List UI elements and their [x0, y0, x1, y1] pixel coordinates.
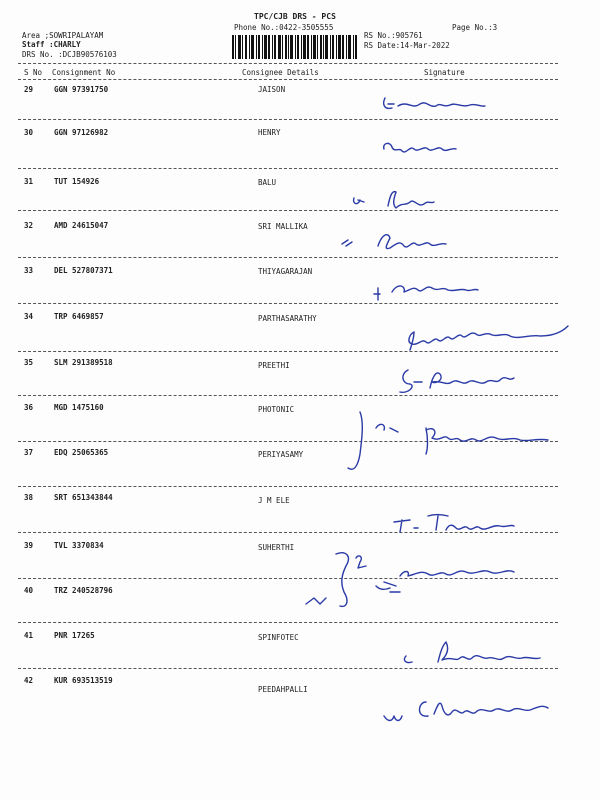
row-consignee: SRI MALLIKA: [258, 222, 308, 231]
row-divider: [18, 168, 558, 169]
row-consignee: PARTHASARATHY: [258, 314, 317, 323]
document-title: TPC/CJB DRS - PCS: [254, 12, 336, 21]
rs-date: RS Date:14-Mar-2022: [364, 41, 450, 50]
row-consignment: TVL 3370834: [54, 541, 104, 550]
staff-label: Staff :CHARLY: [22, 40, 81, 49]
row-sno: 30: [24, 128, 34, 137]
signature-icon: [398, 636, 558, 672]
row-consignment: SLM 291389518: [54, 358, 113, 367]
barcode-image: [232, 35, 357, 59]
row-sno: 29: [24, 85, 34, 94]
row-consignment: AMD 24615047: [54, 221, 109, 230]
column-consignee: Consignee Details: [242, 68, 319, 77]
signature-icon: [348, 186, 438, 216]
column-sno: S No: [24, 68, 43, 77]
rs-number: RS No.:905761: [364, 31, 423, 40]
header-divider-top: [18, 63, 558, 64]
row-divider: [18, 257, 558, 258]
row-sno: 33: [24, 266, 34, 275]
signature-icon: [378, 690, 558, 730]
row-consignment: KUR 693513519: [54, 676, 113, 685]
signature-icon: [396, 364, 526, 396]
row-sno: 42: [24, 676, 34, 685]
row-sno: 35: [24, 358, 34, 367]
row-consignment: EDQ 25065365: [54, 448, 109, 457]
row-consignee: JAISON: [258, 85, 286, 94]
area-label: Area ;SOWRIPALAYAM: [22, 31, 104, 40]
row-consignee: J M ELE: [258, 496, 290, 505]
row-sno: 31: [24, 177, 34, 186]
row-consignment: MGD 1475160: [54, 403, 104, 412]
row-sno: 40: [24, 586, 34, 595]
row-sno: 39: [24, 541, 34, 550]
row-consignee: SPINFOTEC: [258, 633, 299, 642]
signature-icon: [370, 276, 490, 304]
column-consignment: Consignment No: [52, 68, 116, 77]
row-consignment: SRT 651343844: [54, 493, 113, 502]
row-sno: 38: [24, 493, 34, 502]
row-consignment: GGN 97126982: [54, 128, 109, 137]
row-consignment: PNR 17265: [54, 631, 95, 640]
row-sno: 32: [24, 221, 34, 230]
row-divider: [18, 210, 558, 211]
row-sno: 37: [24, 448, 34, 457]
row-consignee: PEEDAHPALLI: [258, 685, 308, 694]
signature-icon: [340, 408, 560, 478]
row-divider: [18, 486, 558, 487]
signature-icon: [400, 314, 572, 358]
column-signature: Signature: [424, 68, 465, 77]
row-consignee: THIYAGARAJAN: [258, 267, 313, 276]
signature-icon: [338, 226, 458, 258]
signature-icon: [300, 546, 560, 612]
signature-icon: [380, 135, 460, 160]
row-consignee: HENRY: [258, 128, 281, 137]
row-consignee: SUHERTHI: [258, 543, 295, 552]
row-consignment: TUT 154926: [54, 177, 100, 186]
row-divider: [18, 622, 558, 623]
row-consignment: TRZ 240528796: [54, 586, 113, 595]
row-consignee: PREETHI: [258, 361, 290, 370]
row-consignee: PERIYASAMY: [258, 450, 304, 459]
row-sno: 34: [24, 312, 34, 321]
row-sno: 36: [24, 403, 34, 412]
signature-icon: [380, 90, 490, 120]
phone-number: Phone No.:0422-3505555: [234, 23, 334, 32]
row-consignee: BALU: [258, 178, 277, 187]
row-consignment: TRP 6469857: [54, 312, 104, 321]
header-divider-bottom: [18, 79, 558, 80]
row-consignee: PHOTONIC: [258, 405, 295, 414]
row-consignment: GGN 97391750: [54, 85, 109, 94]
signature-icon: [388, 508, 518, 538]
row-sno: 41: [24, 631, 34, 640]
drs-number: DRS No. :DCJB90576103: [22, 50, 117, 59]
page-number: Page No.:3: [452, 23, 498, 32]
row-consignment: DEL 527807371: [54, 266, 113, 275]
